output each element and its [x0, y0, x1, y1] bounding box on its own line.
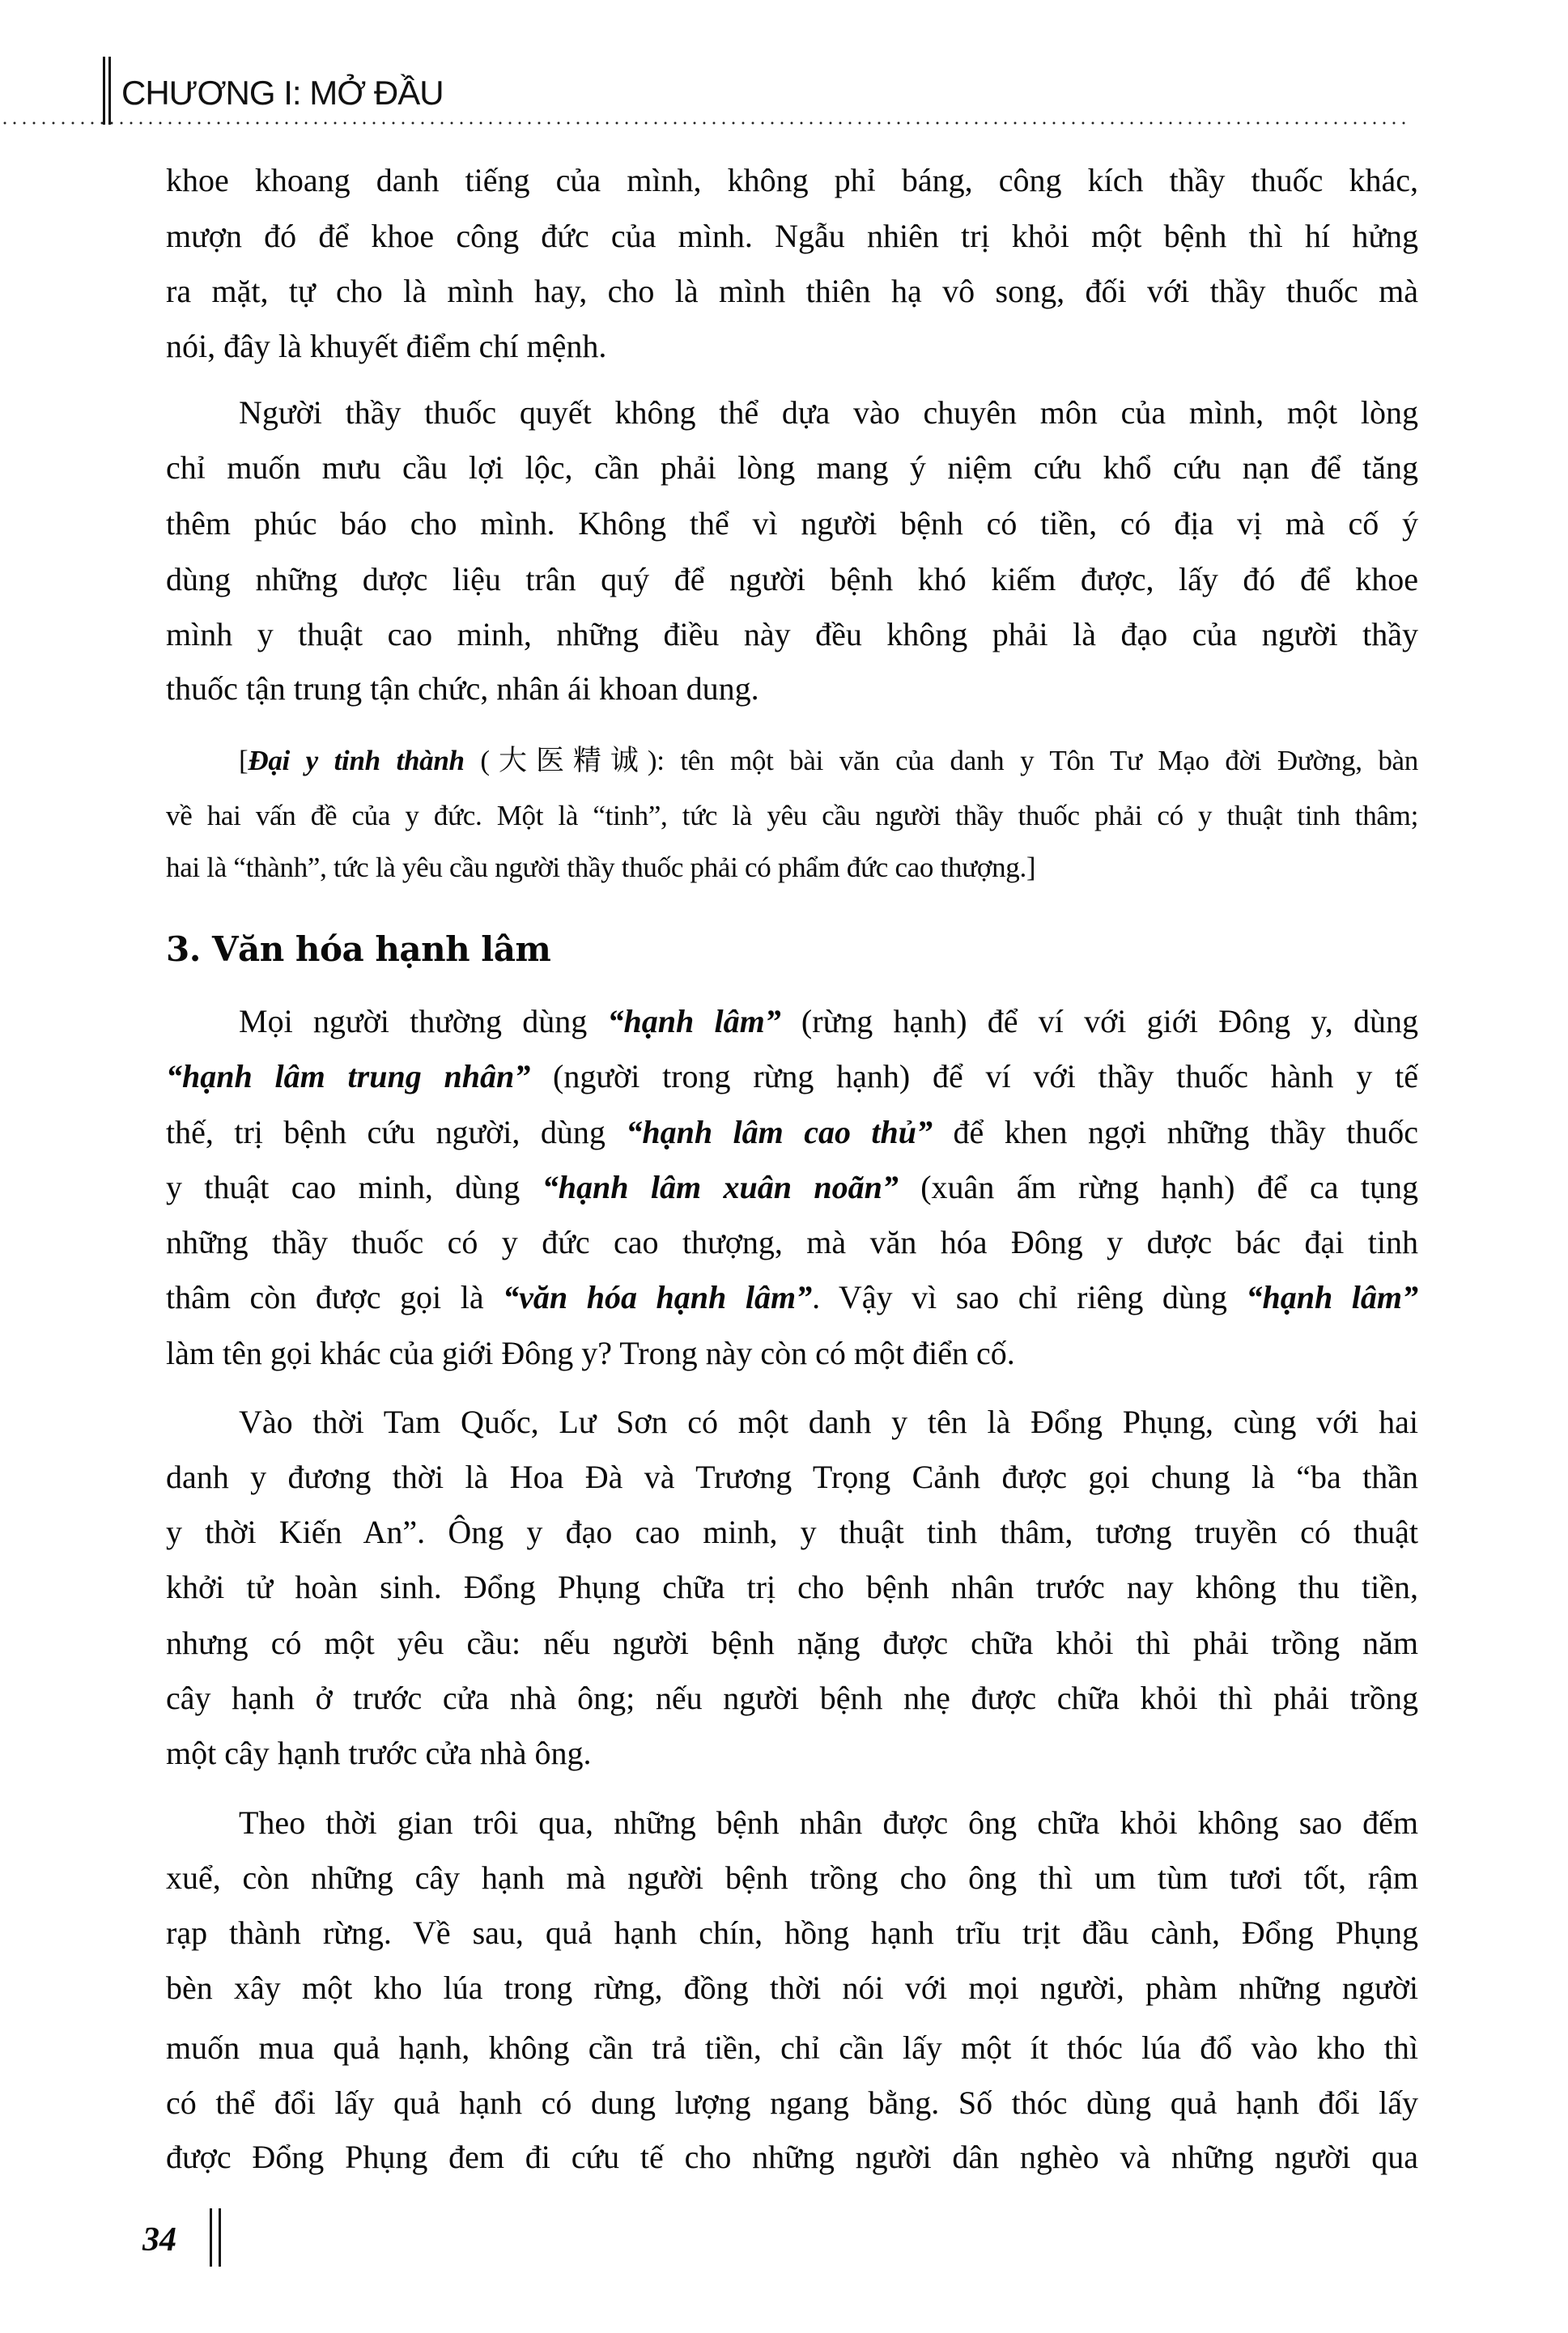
- body-line: khoe khoang danh tiếng của mình, không phỉ báng, công kích thầy thuốc khác,: [166, 162, 1418, 198]
- text-run: (người trong rừng hạnh) để ví với thầy thuốc hành y tế: [530, 1058, 1418, 1094]
- body-line: Người thầy thuốc quyết không thể dựa vào chuyên môn của mình, một lòng: [239, 394, 1418, 431]
- note-chinese: (大医精诚): [464, 745, 657, 776]
- emphasis-term: “văn hóa hạnh lâm”: [503, 1279, 813, 1315]
- body-line: dùng những dược liệu trân quý để người bệnh khó kiếm được, lấy đó để khoe: [166, 561, 1418, 597]
- text-run: (rừng hạnh) để ví với giới Đông y, dùng: [780, 1003, 1418, 1039]
- note-line: về hai vấn đề của y đức. Một là “tinh”, tức là yêu cầu người thầy thuốc phải có y thuật tinh thâm;: [166, 800, 1418, 831]
- body-line: được Đổng Phụng đem đi cứu tế cho những người dân nghèo và những người qua: [166, 2139, 1418, 2175]
- note-text: : tên một bài văn của danh y Tôn Tư Mạo đời Đường, bàn: [657, 745, 1418, 776]
- page-number: 34: [142, 2221, 176, 2259]
- body-line: muốn mua quả hạnh, không cần trả tiền, chỉ cần lấy một ít thóc lúa đổ vào kho thì: [166, 2029, 1418, 2066]
- footer-double-rule: [210, 2208, 221, 2267]
- text-run: thâm còn được gọi là: [166, 1279, 504, 1315]
- text-run: . Vậy vì sao chỉ riêng dùng: [812, 1279, 1247, 1315]
- body-line: [166, 1108, 1418, 1157]
- body-line: nói, đây là khuyết điểm chí mệnh.: [166, 328, 607, 364]
- body-line: những thầy thuốc có y đức cao thượng, mà văn hóa Đông y dược bác đại tinh: [166, 1224, 1418, 1260]
- note-line: hai là “thành”, tức là yêu cầu người thầy thuốc phải có phẩm đức cao thượng.]: [166, 852, 1036, 883]
- body-line: làm tên gọi khác của giới Đông y? Trong này còn có một điển cố.: [166, 1335, 1015, 1371]
- body-line: [166, 1052, 1418, 1101]
- text-run: để khen ngợi những thầy thuốc: [933, 1114, 1418, 1150]
- body-line: khởi tử hoàn sinh. Đổng Phụng chữa trị cho bệnh nhân trước nay không thu tiền,: [166, 1569, 1418, 1605]
- body-line: có thể đổi lấy quả hạnh có dung lượng ngang bằng. Số thóc dùng quả hạnh đổi lấy: [166, 2084, 1418, 2121]
- body-line: [166, 1163, 1418, 1212]
- section-heading: 3. Văn hóa hạnh lâm: [166, 929, 551, 969]
- body-line: xuể, còn những cây hạnh mà người bệnh trồng cho ông thì um tùm tươi tốt, rậm: [166, 1859, 1418, 1896]
- body-line: mình y thuật cao minh, những điều này đều không phải là đạo của người thầy: [166, 616, 1418, 652]
- body-line: nhưng có một yêu cầu: nếu người bệnh nặng được chữa khỏi thì phải trồng năm: [166, 1625, 1418, 1661]
- emphasis-term: “hạnh lâm”: [1246, 1279, 1418, 1315]
- note-line: [239, 738, 1418, 784]
- body-line: danh y đương thời là Hoa Đà và Trương Trọng Cảnh được gọi chung là “ba thần: [166, 1459, 1418, 1495]
- body-line: Vào thời Tam Quốc, Lư Sơn có một danh y tên là Đổng Phụng, cùng với hai: [239, 1404, 1418, 1440]
- body-line: mượn đó để khoe công đức của mình. Ngẫu nhiên trị khỏi một bệnh thì hí hửng: [166, 218, 1418, 254]
- header-dotted-rule: [0, 121, 1406, 125]
- body-line: bèn xây một kho lúa trong rừng, đồng thời nói với mọi người, phàm những người: [166, 1970, 1418, 2006]
- body-line: Theo thời gian trôi qua, những bệnh nhân được ông chữa khỏi không sao đếm: [239, 1804, 1418, 1841]
- text-run: y thuật cao minh, dùng: [166, 1169, 542, 1205]
- body-line: một cây hạnh trước cửa nhà ông.: [166, 1735, 592, 1771]
- body-line: rạp thành rừng. Về sau, quả hạnh chín, hồng hạnh trĩu trịt đầu cành, Đổng Phụng: [166, 1914, 1418, 1951]
- text-run: (xuân ấm rừng hạnh) để ca tụng: [898, 1169, 1418, 1205]
- text-run: Mọi người thường dùng: [239, 1003, 608, 1039]
- emphasis-term: “hạnh lâm cao thủ”: [626, 1114, 933, 1150]
- body-line: ra mặt, tự cho là mình hay, cho là mình thiên hạ vô song, đối với thầy thuốc mà: [166, 273, 1418, 309]
- body-line: chỉ muốn mưu cầu lợi lộc, cần phải lòng mang ý niệm cứu khổ cứu nạn để tăng: [166, 449, 1418, 486]
- body-line: [239, 997, 1418, 1046]
- body-line: [166, 1273, 1418, 1322]
- emphasis-term: “hạnh lâm”: [607, 1003, 781, 1039]
- body-line: thêm phúc báo cho mình. Không thể vì người bệnh có tiền, có địa vị mà cố ý: [166, 505, 1418, 542]
- note-term: Đại y tinh thành: [248, 745, 465, 776]
- note-bracket: [: [239, 745, 249, 776]
- body-line: y thời Kiến An”. Ông y đạo cao minh, y thuật tinh thâm, tương truyền có thuật: [166, 1514, 1418, 1550]
- text-run: thế, trị bệnh cứu người, dùng: [166, 1114, 627, 1150]
- emphasis-term: “hạnh lâm xuân noãn”: [542, 1169, 899, 1205]
- body-line: thuốc tận trung tận chức, nhân ái khoan dung.: [166, 670, 759, 707]
- chapter-running-head: CHƯƠNG I: MỞ ĐẦU: [121, 74, 444, 112]
- body-line: cây hạnh ở trước cửa nhà ông; nếu người bệnh nhẹ được chữa khỏi thì phải trồng: [166, 1680, 1418, 1716]
- header-double-rule: [103, 57, 111, 125]
- emphasis-term: “hạnh lâm trung nhân”: [166, 1058, 531, 1094]
